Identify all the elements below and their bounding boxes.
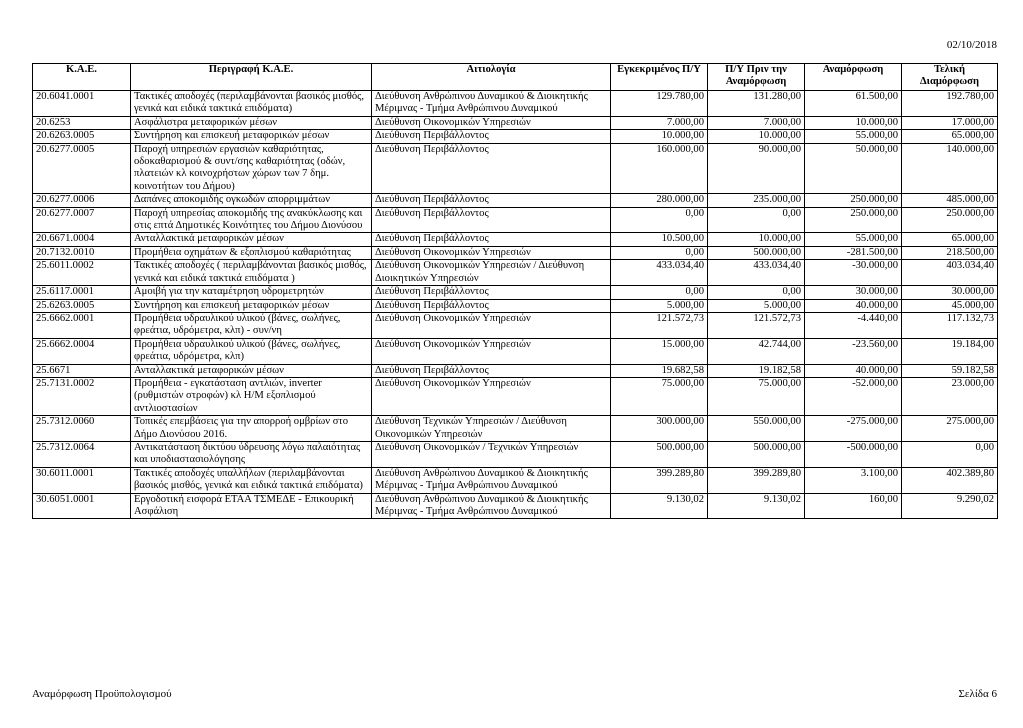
revision-amount-cell: 160,00 [805, 493, 902, 519]
revision-amount-cell: 250.000,00 [805, 207, 902, 233]
approved-amount-cell: 399.289,80 [611, 467, 708, 493]
description-cell: Ασφάλιστρα μεταφορικών μέσων [131, 116, 372, 129]
final-amount-cell: 59.182,58 [902, 364, 998, 377]
page-number: Σελίδα 6 [958, 688, 997, 700]
revision-amount-cell: 55.000,00 [805, 130, 902, 143]
approved-amount-cell: 75.000,00 [611, 377, 708, 415]
description-cell: Συντήρηση και επισκευή μεταφορικών μέσων [131, 130, 372, 143]
before-amount-cell: 10.000,00 [708, 233, 805, 246]
header-revision: Αναμόρφωση [805, 64, 902, 91]
final-amount-cell: 65.000,00 [902, 233, 998, 246]
description-cell: Προμήθεια υδραυλικού υλικού (βάνες, σωλήνες, φρεάτια, υδρόμετρα, κλπ) - συν/νη [131, 312, 372, 338]
kae-cell: 20.6041.0001 [33, 91, 131, 117]
kae-cell: 30.6011.0001 [33, 467, 131, 493]
revision-amount-cell: 50.000,00 [805, 143, 902, 194]
justification-cell: Διεύθυνση Περιβάλλοντος [372, 143, 611, 194]
table-row [33, 377, 998, 415]
before-amount-cell: 131.280,00 [708, 91, 805, 117]
approved-amount-cell: 15.000,00 [611, 338, 708, 364]
header-before: Π/Υ Πριν την Αναμόρφωση [708, 64, 805, 91]
justification-cell: Διεύθυνση Περιβάλλοντος [372, 130, 611, 143]
table-row [33, 207, 998, 233]
before-amount-cell: 5.000,00 [708, 299, 805, 312]
kae-cell: 25.6662.0004 [33, 338, 131, 364]
kae-cell: 20.6263.0005 [33, 130, 131, 143]
final-amount-cell: 402.389,80 [902, 467, 998, 493]
justification-cell: Διεύθυνση Ανθρώπινου Δυναμικού & Διοικητικής Μέριμνας - Τμήμα Ανθρώπινου Δυναμικού [372, 467, 611, 493]
table-row [33, 364, 998, 377]
approved-amount-cell: 280.000,00 [611, 194, 708, 207]
revision-amount-cell: -30.000,00 [805, 260, 902, 286]
approved-amount-cell: 19.682,58 [611, 364, 708, 377]
justification-cell: Διεύθυνση Οικονομικών Υπηρεσιών [372, 377, 611, 415]
before-amount-cell: 9.130,02 [708, 493, 805, 519]
description-cell: Προμήθεια οχημάτων & εξοπλισμού καθαριότητας [131, 246, 372, 259]
before-amount-cell: 10.000,00 [708, 130, 805, 143]
before-amount-cell: 7.000,00 [708, 116, 805, 129]
justification-cell: Διεύθυνση Περιβάλλοντος [372, 364, 611, 377]
revision-amount-cell: 61.500,00 [805, 91, 902, 117]
table-row [33, 194, 998, 207]
kae-cell: 25.7312.0064 [33, 441, 131, 467]
revision-amount-cell: 30.000,00 [805, 286, 902, 299]
final-amount-cell: 218.500,00 [902, 246, 998, 259]
approved-amount-cell: 121.572,73 [611, 312, 708, 338]
final-amount-cell: 0,00 [902, 441, 998, 467]
kae-cell: 20.6253 [33, 116, 131, 129]
justification-cell: Διεύθυνση Περιβάλλοντος [372, 207, 611, 233]
kae-cell: 25.6117.0001 [33, 286, 131, 299]
before-amount-cell: 90.000,00 [708, 143, 805, 194]
table-row [33, 441, 998, 467]
revision-amount-cell: 250.000,00 [805, 194, 902, 207]
revision-amount-cell: 10.000,00 [805, 116, 902, 129]
header-kae: Κ.Α.Ε. [33, 64, 131, 91]
description-cell: Εργοδοτική εισφορά ΕΤΑΑ ΤΣΜΕΔΕ - Επικουρική Ασφάλιση [131, 493, 372, 519]
before-amount-cell: 433.034,40 [708, 260, 805, 286]
description-cell: Παροχή υπηρεσιών εργασιών καθαριότητας, οδοκαθαρισμού & συντ/σης καθαριότητας (οδών, πλατειών κλ κοινοχρήστων χώρων των 7 δημ. κοινοτήτων του Δήμου) [131, 143, 372, 194]
approved-amount-cell: 7.000,00 [611, 116, 708, 129]
revision-amount-cell: 40.000,00 [805, 364, 902, 377]
before-amount-cell: 0,00 [708, 207, 805, 233]
header-description: Περιγραφή Κ.Α.Ε. [131, 64, 372, 91]
kae-cell: 25.7312.0060 [33, 416, 131, 442]
final-amount-cell: 485.000,00 [902, 194, 998, 207]
before-amount-cell: 0,00 [708, 286, 805, 299]
kae-cell: 20.7132.0010 [33, 246, 131, 259]
justification-cell: Διεύθυνση Περιβάλλοντος [372, 194, 611, 207]
approved-amount-cell: 5.000,00 [611, 299, 708, 312]
approved-amount-cell: 129.780,00 [611, 91, 708, 117]
approved-amount-cell: 160.000,00 [611, 143, 708, 194]
final-amount-cell: 19.184,00 [902, 338, 998, 364]
table-row [33, 130, 998, 143]
kae-cell: 25.6263.0005 [33, 299, 131, 312]
description-cell: Συντήρηση και επισκευή μεταφορικών μέσων [131, 299, 372, 312]
description-cell: Ανταλλακτικά μεταφορικών μέσων [131, 233, 372, 246]
before-amount-cell: 235.000,00 [708, 194, 805, 207]
description-cell: Παροχή υπηρεσίας αποκομιδής της ανακύκλωσης και στις επτά Δημοτικές Κοινότητες του Δήμου Διονύσου [131, 207, 372, 233]
table-row [33, 467, 998, 493]
justification-cell: Διεύθυνση Ανθρώπινου Δυναμικού & Διοικητικής Μέριμνας - Τμήμα Ανθρώπινου Δυναμικού [372, 91, 611, 117]
approved-amount-cell: 0,00 [611, 286, 708, 299]
document-date: 02/10/2018 [946, 39, 997, 51]
approved-amount-cell: 0,00 [611, 246, 708, 259]
justification-cell: Διεύθυνση Ανθρώπινου Δυναμικού & Διοικητικής Μέριμνας - Τμήμα Ανθρώπινου Δυναμικού [372, 493, 611, 519]
justification-cell: Διεύθυνση Οικονομικών Υπηρεσιών / Διεύθυνση Διοικητικών Υπηρεσιών [372, 260, 611, 286]
final-amount-cell: 9.290,02 [902, 493, 998, 519]
table-row [33, 246, 998, 259]
approved-amount-cell: 500.000,00 [611, 441, 708, 467]
header-final: Τελική Διαμόρφωση [902, 64, 998, 91]
table-header-row [33, 64, 998, 91]
table-row [33, 493, 998, 519]
description-cell: Αντικατάσταση δικτύου ύδρευσης λόγω παλαιότητας και υποδιαστασιολόγησης [131, 441, 372, 467]
approved-amount-cell: 9.130,02 [611, 493, 708, 519]
approved-amount-cell: 10.000,00 [611, 130, 708, 143]
justification-cell: Διεύθυνση Περιβάλλοντος [372, 233, 611, 246]
header-approved: Εγκεκριμένος Π/Υ [611, 64, 708, 91]
revision-amount-cell: -23.560,00 [805, 338, 902, 364]
before-amount-cell: 19.182,58 [708, 364, 805, 377]
kae-cell: 25.6662.0001 [33, 312, 131, 338]
final-amount-cell: 30.000,00 [902, 286, 998, 299]
kae-cell: 25.6011.0002 [33, 260, 131, 286]
final-amount-cell: 117.132,73 [902, 312, 998, 338]
table-row [33, 416, 998, 442]
kae-cell: 30.6051.0001 [33, 493, 131, 519]
table-row [33, 143, 998, 194]
final-amount-cell: 192.780,00 [902, 91, 998, 117]
budget-revision-table [32, 63, 998, 519]
table-row [33, 338, 998, 364]
final-amount-cell: 65.000,00 [902, 130, 998, 143]
table-row [33, 233, 998, 246]
approved-amount-cell: 300.000,00 [611, 416, 708, 442]
footer-title: Αναμόρφωση Προϋπολογισμού [32, 688, 172, 700]
description-cell: Αμοιβή για την καταμέτρηση υδρομετρητών [131, 286, 372, 299]
before-amount-cell: 500.000,00 [708, 441, 805, 467]
justification-cell: Διεύθυνση Οικονομικών Υπηρεσιών [372, 338, 611, 364]
revision-amount-cell: -281.500,00 [805, 246, 902, 259]
revision-amount-cell: 55.000,00 [805, 233, 902, 246]
description-cell: Ανταλλακτικά μεταφορικών μέσων [131, 364, 372, 377]
approved-amount-cell: 433.034,40 [611, 260, 708, 286]
revision-amount-cell: -275.000,00 [805, 416, 902, 442]
before-amount-cell: 399.289,80 [708, 467, 805, 493]
kae-cell: 20.6277.0007 [33, 207, 131, 233]
table-row [33, 91, 998, 117]
revision-amount-cell: 3.100,00 [805, 467, 902, 493]
final-amount-cell: 250.000,00 [902, 207, 998, 233]
justification-cell: Διεύθυνση Περιβάλλοντος [372, 299, 611, 312]
description-cell: Τακτικές αποδοχές ( περιλαμβάνονται βασικός μισθός, γενικά και ειδικά τακτικά επιδόματα ) [131, 260, 372, 286]
final-amount-cell: 275.000,00 [902, 416, 998, 442]
before-amount-cell: 500.000,00 [708, 246, 805, 259]
justification-cell: Διεύθυνση Τεχνικών Υπηρεσιών / Διεύθυνση Οικονομικών Υπηρεσιών [372, 416, 611, 442]
final-amount-cell: 23.000,00 [902, 377, 998, 415]
revision-amount-cell: -52.000,00 [805, 377, 902, 415]
kae-cell: 25.6671 [33, 364, 131, 377]
final-amount-cell: 403.034,40 [902, 260, 998, 286]
before-amount-cell: 550.000,00 [708, 416, 805, 442]
table-row [33, 286, 998, 299]
kae-cell: 20.6671.0004 [33, 233, 131, 246]
description-cell: Τακτικές αποδοχές υπαλλήλων (περιλαμβάνονται βασικός μισθός, γενικά και ειδικά τακτικά επιδόματα) [131, 467, 372, 493]
header-justification: Αιτιολογία [372, 64, 611, 91]
table-row [33, 260, 998, 286]
table-row [33, 116, 998, 129]
approved-amount-cell: 10.500,00 [611, 233, 708, 246]
justification-cell: Διεύθυνση Οικονομικών Υπηρεσιών [372, 312, 611, 338]
revision-amount-cell: -500.000,00 [805, 441, 902, 467]
final-amount-cell: 140.000,00 [902, 143, 998, 194]
revision-amount-cell: -4.440,00 [805, 312, 902, 338]
before-amount-cell: 121.572,73 [708, 312, 805, 338]
description-cell: Τοπικές επεμβάσεις για την απορροή ομβρίων στο Δήμο Διονύσου 2016. [131, 416, 372, 442]
justification-cell: Διεύθυνση Οικονομικών Υπηρεσιών [372, 246, 611, 259]
kae-cell: 20.6277.0005 [33, 143, 131, 194]
approved-amount-cell: 0,00 [611, 207, 708, 233]
justification-cell: Διεύθυνση Περιβάλλοντος [372, 286, 611, 299]
description-cell: Δαπάνες αποκομιδής ογκωδών απορριμμάτων [131, 194, 372, 207]
description-cell: Προμήθεια υδραυλικού υλικού (βάνες, σωλήνες, φρεάτια, υδρόμετρα, κλπ) [131, 338, 372, 364]
description-cell: Τακτικές αποδοχές (περιλαμβάνονται βασικός μισθός, γενικά και ειδικά τακτικά επιδόματα) [131, 91, 372, 117]
justification-cell: Διεύθυνση Οικονομικών / Τεχνικών Υπηρεσιών [372, 441, 611, 467]
description-cell: Προμήθεια - εγκατάσταση αντλιών, inverter (ρυθμιστών στροφών) κλ Η/Μ εξοπλισμού αντλιοστασίων [131, 377, 372, 415]
kae-cell: 25.7131.0002 [33, 377, 131, 415]
before-amount-cell: 42.744,00 [708, 338, 805, 364]
before-amount-cell: 75.000,00 [708, 377, 805, 415]
justification-cell: Διεύθυνση Οικονομικών Υπηρεσιών [372, 116, 611, 129]
table-row [33, 299, 998, 312]
kae-cell: 20.6277.0006 [33, 194, 131, 207]
final-amount-cell: 45.000,00 [902, 299, 998, 312]
final-amount-cell: 17.000,00 [902, 116, 998, 129]
table-row [33, 312, 998, 338]
revision-amount-cell: 40.000,00 [805, 299, 902, 312]
